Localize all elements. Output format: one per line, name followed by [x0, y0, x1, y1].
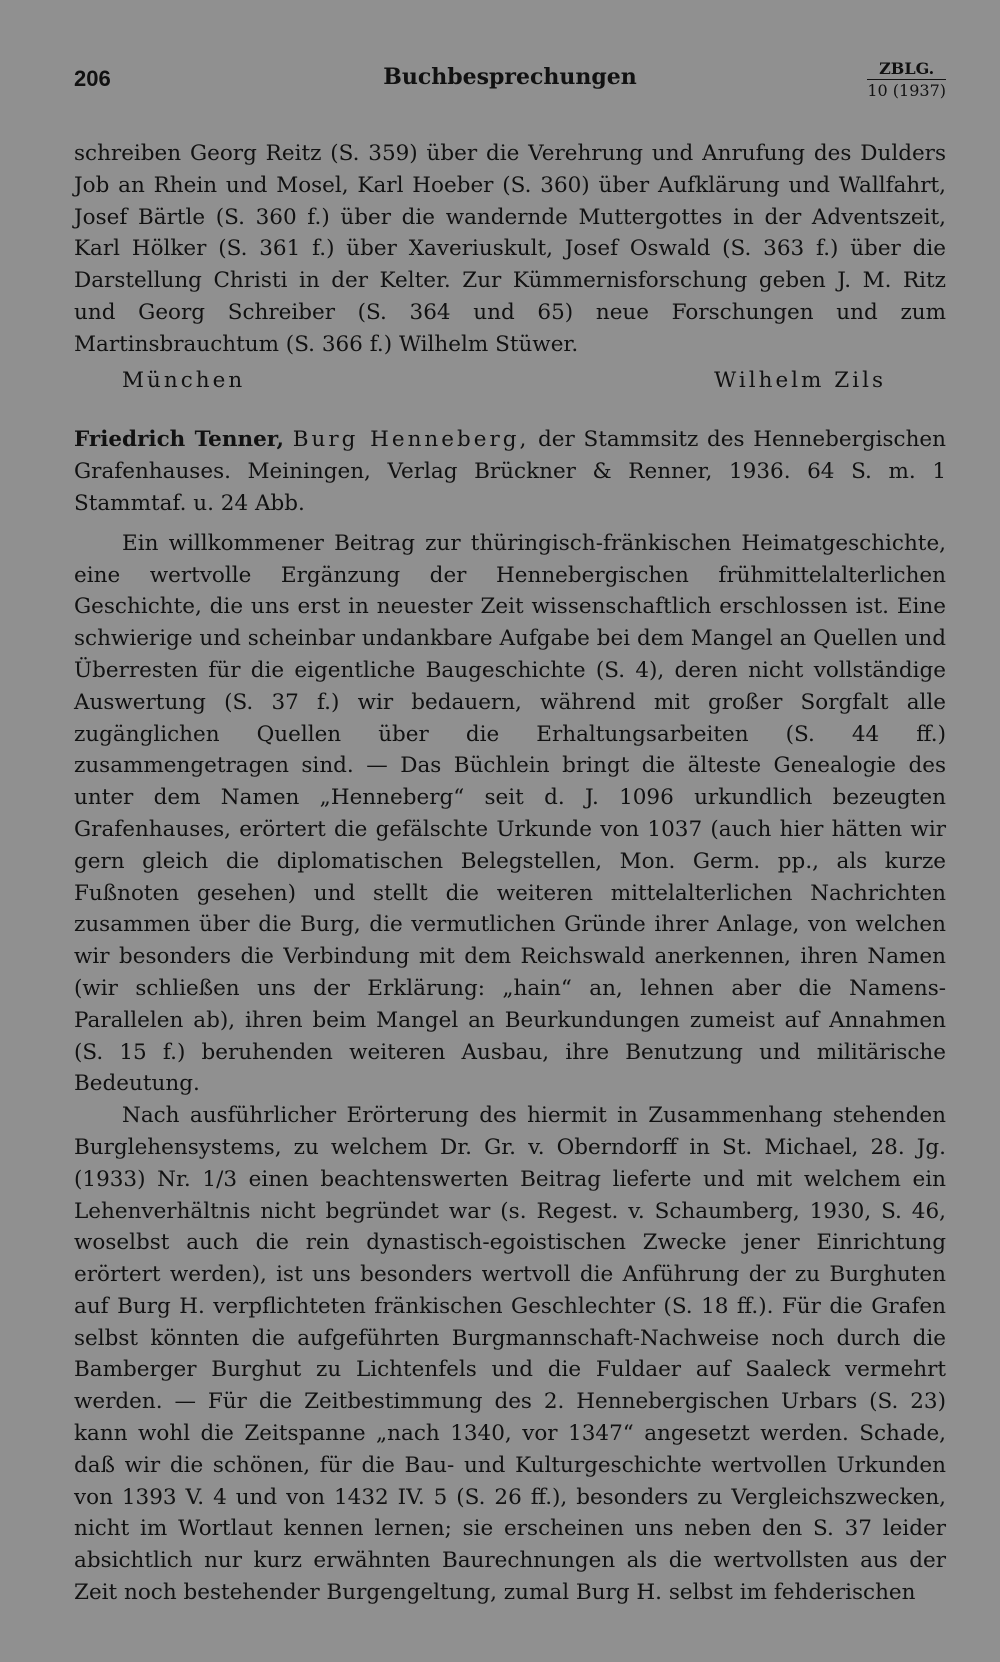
review-book-author: Friedrich Tenner,	[74, 427, 285, 453]
review-paragraph: Ein willkommener Beitrag zur thüringisch-fränkischen Heimatgeschichte, eine wertvolle Ergänzung der Hennebergischen frühmittelalterlichen Geschichte, die uns erst in neuester Zeit wissenschaftlich erschlossen ist. Eine schwierige und scheinbar undankbare Aufgabe bei dem Mangel an Quellen und Überresten für die eigentliche Baugeschichte (S. 4), deren nicht vollständige Auswertung (S. 37 f.) wir bedauern, während mit großer Sorgfalt alle zugänglichen Quellen über die Erhaltungsarbeiten (S. 44 ff.) zusammengetragen sind. — Das Büchlein bringt die älteste Genealogie des unter dem Namen „Henneberg“ seit d. J. 1096 urkundlich bezeugten Grafenhauses, erörtert die gefälschte Urkunde von 1037 (auch hier hätten wir gern gleich die diplomatischen Belegstellen, Mon. Germ. pp., als kurze Fußnoten gesehen) und stellt die weiteren mittelalterlichen Nachrichten zusammen über die Burg, die vermutlichen Gründe ihrer Anlage, von welchen wir besonders die Verbindung mit dem Reichswald anerkennen, ihren Namen (wir schließen uns der Erklärung: „hain“ an, lehnen aber die Namens-Parallelen ab), ihren beim Mangel an Beurkundungen zumeist auf Annahmen (S. 15 f.) beruhenden weiteren Ausbau, ihre Benutzung und militärische Bedeutung.	[74, 530, 946, 1097]
journal-abbreviation: ZBLG.	[867, 60, 946, 80]
journal-reference	[867, 60, 946, 100]
signature-reviewer: Wilhelm Zils	[714, 367, 886, 393]
review-bibliographic-details: der Stammsitz des Hennebergischen Grafenhauses. Meiningen, Verlag Brückner & Renner, 1936. 64 S. m. 1 Stammtaf. u. 24 Abb.	[74, 427, 946, 516]
journal-volume: 10 (1937)	[867, 81, 946, 100]
previous-review-text: schreiben Georg Reitz (S. 359) über die Verehrung und Anrufung des Dulders Job an Rhein und Mosel, Karl Hoeber (S. 360) über Aufklärung und Wallfahrt, Josef Bärtle (S. 360 f.) über die wandernde Muttergottes in der Adventszeit, Karl Hölker (S. 361 f.) über Xaveriuskult, Josef Oswald (S. 363 f.) über die Darstellung Christi in der Kelter. Zur Kümmernisforschung geben J. M. Ritz und Georg Schreiber (S. 364 und 65) neue Forschungen und zum Martinsbrauchtum (S. 366 f.) Wilhelm Stüwer.	[74, 141, 946, 357]
page-header	[74, 60, 946, 110]
signature-place: München	[122, 367, 246, 393]
review-book-title: Burg Henneberg,	[292, 427, 530, 453]
previous-review-signature	[122, 365, 886, 397]
review-body	[74, 528, 946, 1609]
page-number: 206	[74, 66, 111, 91]
review-heading	[74, 424, 946, 519]
running-title: Buchbesprechungen	[383, 64, 637, 90]
review-paragraph: Nach ausführlicher Erörterung des hiermit in Zusammenhang stehenden Burglehensystems, zu welchem Dr. Gr. v. Oberndorff in St. Michael, 28. Jg. (1933) Nr. 1/3 einen beachtenswerten Beitrag lieferte und mit welchem ein Lehenverhältnis nicht begründet war (s. Regest. v. Schaumberg, 1930, S. 46, woselbst auch die rein dynastisch-egoistischen Zwecke jener Einrichtung erörtert werden), ist uns besonders wertvoll die Anführung der zu Burghuten auf Burg H. verpflichteten fränkischen Geschlechter (S. 18 ff.). Für die Grafen selbst könnten die aufgeführten Burgmannschaft-Nachweise noch durch die Bamberger Burghut zu Lichtenfels und die Fuldaer auf Saaleck vermehrt werden. — Für die Zeitbestimmung des 2. Hennebergischen Urbars (S. 23) kann wohl die Zeitspanne „nach 1340, vor 1347“ angesetzt werden. Schade, daß wir die schönen, für die Bau- und Kulturgeschichte wertvollen Urkunden von 1393 V. 4 und von 1432 IV. 5 (S. 26 ff.), besonders zu Vergleichszwecken, nicht im Wortlaut kennen lernen; sie erscheinen uns neben den S. 37 leider absichtlich nur kurz erwähnten Baurechnungen als die wertvollsten aus der Zeit noch bestehender Burgengeltung, zumal Burg H. selbst im fehderischen	[74, 1103, 946, 1606]
